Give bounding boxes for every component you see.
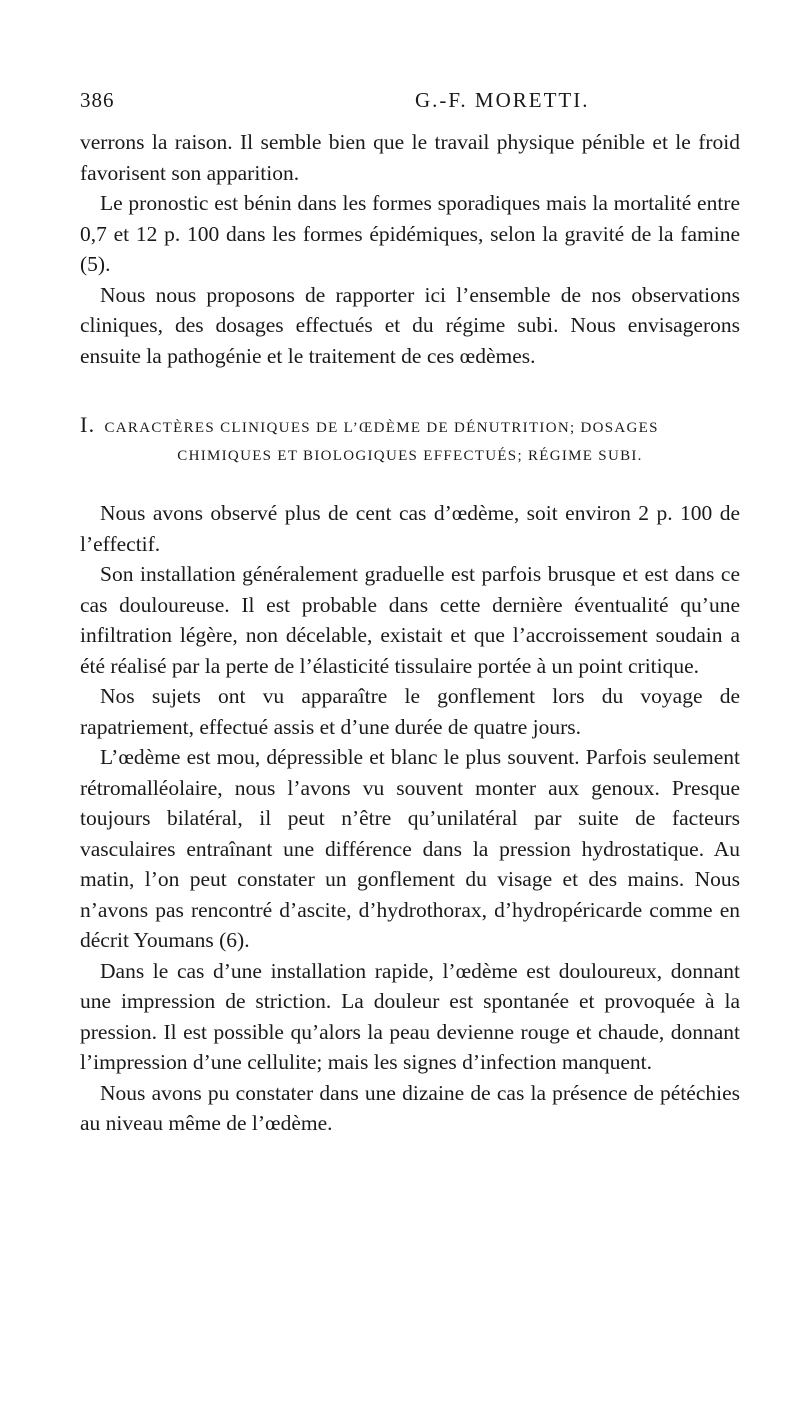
section-number: I. [80, 412, 96, 437]
section-title-line1: CARACTÈRES CLINIQUES DE L’ŒDÈME DE DÉNUTRITION; DOSAGES [104, 420, 659, 436]
paragraph: Nous avons pu constater dans une dizaine de cas la présence de pétéchies au niveau même de l’œdème. [80, 1080, 740, 1135]
text-block [80, 127, 740, 1139]
paragraph: L’œdème est mou, dépressible et blanc le plus souvent. Parfois seulement rétromalléolaire, nous l’avons vu souvent monter aux genoux. Presque toujours bilatéral, il peut n’être qu’unilatéral par suite de facteurs vasculaires entraînant une différence dans la pression hydrostatique. Au matin, l’on peut constater un gonflement du visage et des mains. Nous n’avons pas rencontré d’ascite, d’hydrothorax, d’hydropéricarde comme en décrit Youmans (6). [80, 745, 740, 952]
paragraph: Nous avons observé plus de cent cas d’œdème, soit environ 2 p. 100 de l’effectif. [80, 501, 740, 556]
page-header [80, 88, 740, 118]
paragraph: Nos sujets ont vu apparaître le gonflement lors du voyage de rapatriement, effectué assis et d’une durée de quatre jours. [80, 684, 740, 739]
section-heading [80, 411, 740, 470]
paragraph: Dans le cas d’une installation rapide, l’œdème est douloureux, donnant une impression de striction. La douleur est spontanée et provoquée à la pression. Il est possible qu’alors la peau devienne rouge et chaude, donnant l’impression d’une cellulite; mais les signes d’infection manquent. [80, 958, 740, 1074]
running-head: G.-F. MORETTI. [415, 88, 590, 112]
paragraph: Le pronostic est bénin dans les formes sporadiques mais la mortalité entre 0,7 et 12 p. 100 dans les formes épidémiques, selon la gravité de la famine (5). [80, 191, 740, 276]
paragraph: Son installation généralement graduelle est parfois brusque et est dans ce cas douloureuse. Il est probable dans cette dernière éventualité qu’une infiltration légère, non décelable, existait et que l’accroissement soudain a été réalisé par la perte de l’élasticité tissulaire portée à un point critique. [80, 562, 740, 678]
section-title-line2: CHIMIQUES ET BIOLOGIQUES EFFECTUÉS; RÉGIME SUBI. [177, 448, 643, 464]
page-number: 386 [80, 88, 115, 112]
paragraph: verrons la raison. Il semble bien que le travail physique pénible et le froid favorisent son apparition. [80, 130, 740, 185]
paragraph: Nous nous proposons de rapporter ici l’ensemble de nos observations cliniques, des dosages effectués et du régime subi. Nous envisagerons ensuite la pathogénie et le traitement de ces œdèmes. [80, 282, 740, 368]
